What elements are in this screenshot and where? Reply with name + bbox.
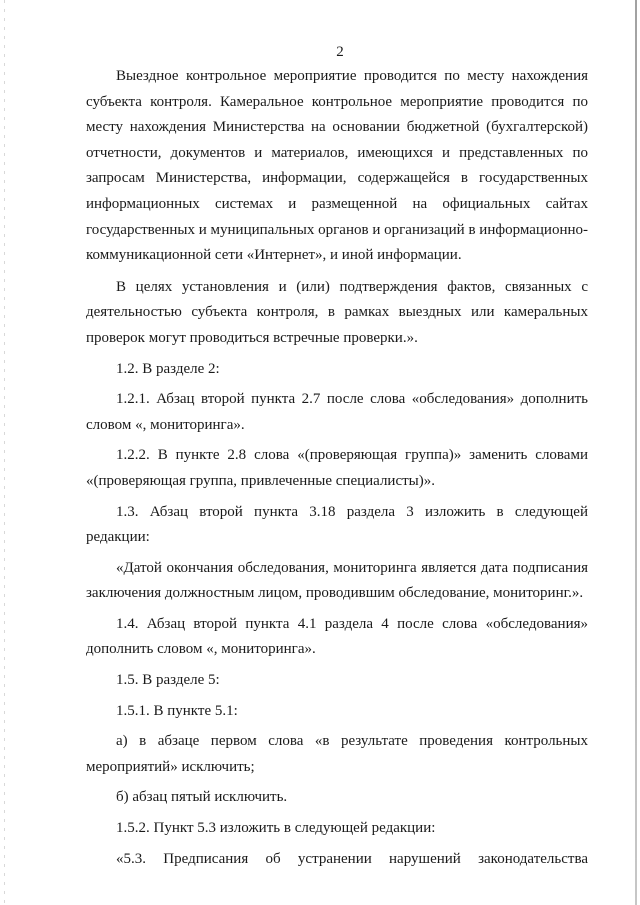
paragraph-1-5-1: 1.5.1. В пункте 5.1: [116, 702, 238, 719]
page-number: 2 [336, 44, 344, 60]
paragraph-1-5-2: 1.5.2. Пункт 5.3 изложить в следующей редакции: [116, 820, 436, 837]
scan-edge-left [4, 0, 5, 905]
paragraph-1-3: 1.3. Абзац второй пункта 3.18 раздела 3 изложить в следующей редакции: [86, 503, 588, 546]
paragraph-counter-checks: В целях установления и (или) подтверждения фактов, связанных с деятельностью субъекта контроля, в рамках выездных или камеральных проверок могут проводиться встречные проверки.». [86, 278, 588, 346]
paragraph-1-2: 1.2. В разделе 2: [116, 360, 220, 377]
paragraph-5-3-quote: «5.3. Предписания об устранении нарушений законодательства [116, 850, 588, 867]
paragraph-1-4: 1.4. Абзац второй пункта 4.1 раздела 4 после слова «обследования» дополнить словом «, мониторинга». [86, 615, 588, 658]
paragraph-1-5: 1.5. В разделе 5: [116, 672, 220, 689]
paragraph-quote-end-date: «Датой окончания обследования, мониторинга является дата подписания заключения должностным лицом, проводившим обследование, мониторинг.». [86, 559, 588, 602]
paragraph-1-2-2: 1.2.2. В пункте 2.8 слова «(проверяющая группа)» заменить словами «(проверяющая группа, привлеченные специалисты)». [86, 447, 588, 489]
paragraph-1-2-1: 1.2.1. Абзац второй пункта 2.7 после слова «обследования» дополнить словом «, мониторинга». [86, 391, 588, 433]
scan-edge-right [635, 0, 637, 905]
paragraph-item-a: а) в абзаце первом слова «в результате проведения контрольных мероприятий» исключить; [86, 733, 588, 775]
paragraph-site-inspection: Выездное контрольное мероприятие проводится по месту нахождения субъекта контроля. Камеральное контрольное мероприятие проводится по месту нахождения Министерства на основании бюджетной (бухгалтерской) отчетности, документов и материалов, имеющихся и представленных по запросам Министерства, информации, содержащейся в государственных информационных системах и размещенной на официальных сайтах государственных и муниципальных органов и организаций в информационно-коммуникационной сети «Интернет», и иной информации. [86, 68, 588, 264]
paragraph-item-b: б) абзац пятый исключить. [116, 789, 288, 806]
document-body [86, 64, 588, 872]
